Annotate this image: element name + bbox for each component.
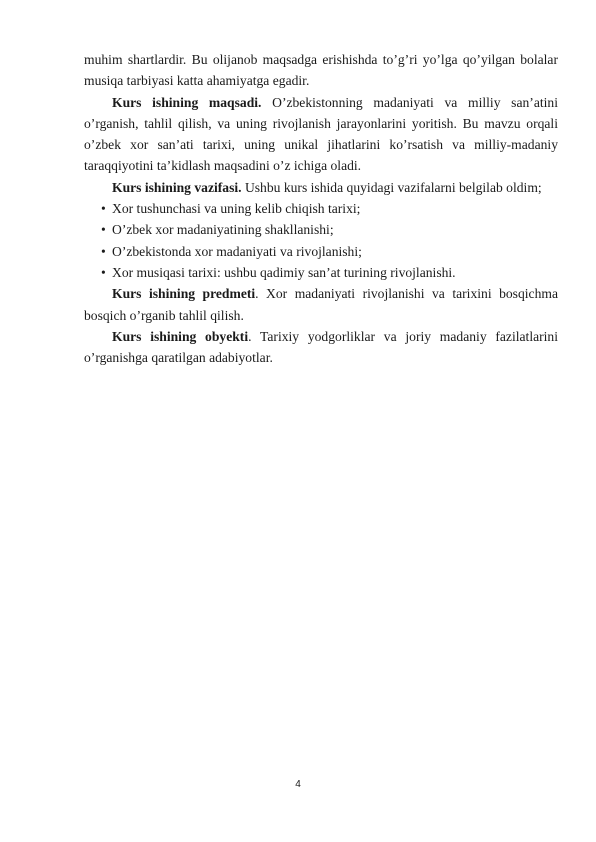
tasks-heading: Kurs ishining vazifasi. [112,179,242,195]
list-item [84,241,558,262]
page-number: 4 [295,779,301,790]
object-text: . Tarixiy yodgorliklar va joriy madaniy fazilatlarini o’rganishga qaratilgan adabiyotlar. [84,328,559,366]
intro-continuation-paragraph: muhim shartlardir. Bu olijanob maqsadga erishishda to’g’ri yo’lga qo’yilgan bolalar musiqa tarbiyasi katta ahamiyatga egadir. [84,52,558,89]
object-paragraph [84,326,558,369]
object-heading: Kurs ishining obyekti [112,328,249,344]
subject-heading: Kurs ishining predmeti [112,286,256,302]
list-item-text: O’zbekistonda xor madaniyati va rivojlanishi; [112,243,362,259]
goal-heading: Kurs ishining maqsadi. [112,94,262,110]
bullet-icon: • [101,243,106,259]
list-item [84,198,558,219]
list-item-text: Xor musiqasi tarixi: ushbu qadimiy san’at turining rivojlanishi. [112,264,456,280]
bullet-icon: • [101,201,106,217]
tasks-bullet-list [84,198,558,283]
bullet-icon: • [101,264,106,280]
tasks-paragraph [84,177,558,198]
list-item-text: O’zbek xor madaniyatining shakllanishi; [112,222,334,238]
goal-paragraph [84,92,558,177]
list-item-text: Xor tushunchasi va uning kelib chiqish tarixi; [112,201,361,217]
subject-text: . Xor madaniyati rivojlanishi va tarixini bosqichma bosqich o’rganib tahlil qilish. [84,286,558,323]
list-item [84,219,558,240]
tasks-text: Ushbu kurs ishida quyidagi vazifalarni belgilab oldim; [241,179,542,195]
page-body [84,49,558,368]
subject-paragraph [84,283,558,326]
goal-text: O’zbekistonning madaniyati va milliy san’atini o’rganish, tahlil qilish, va uning rivojlanish jarayonlarini yoritish. Bu mavzu orqali o’zbek xor san’ati tarixi, uning unikal jihatlarini ko’rsatish va milliy-madaniy taraqqiyotini ta’kidlash maqsadini o’z ichiga oladi. [84,94,558,174]
bullet-icon: • [101,222,106,238]
list-item [84,262,558,283]
